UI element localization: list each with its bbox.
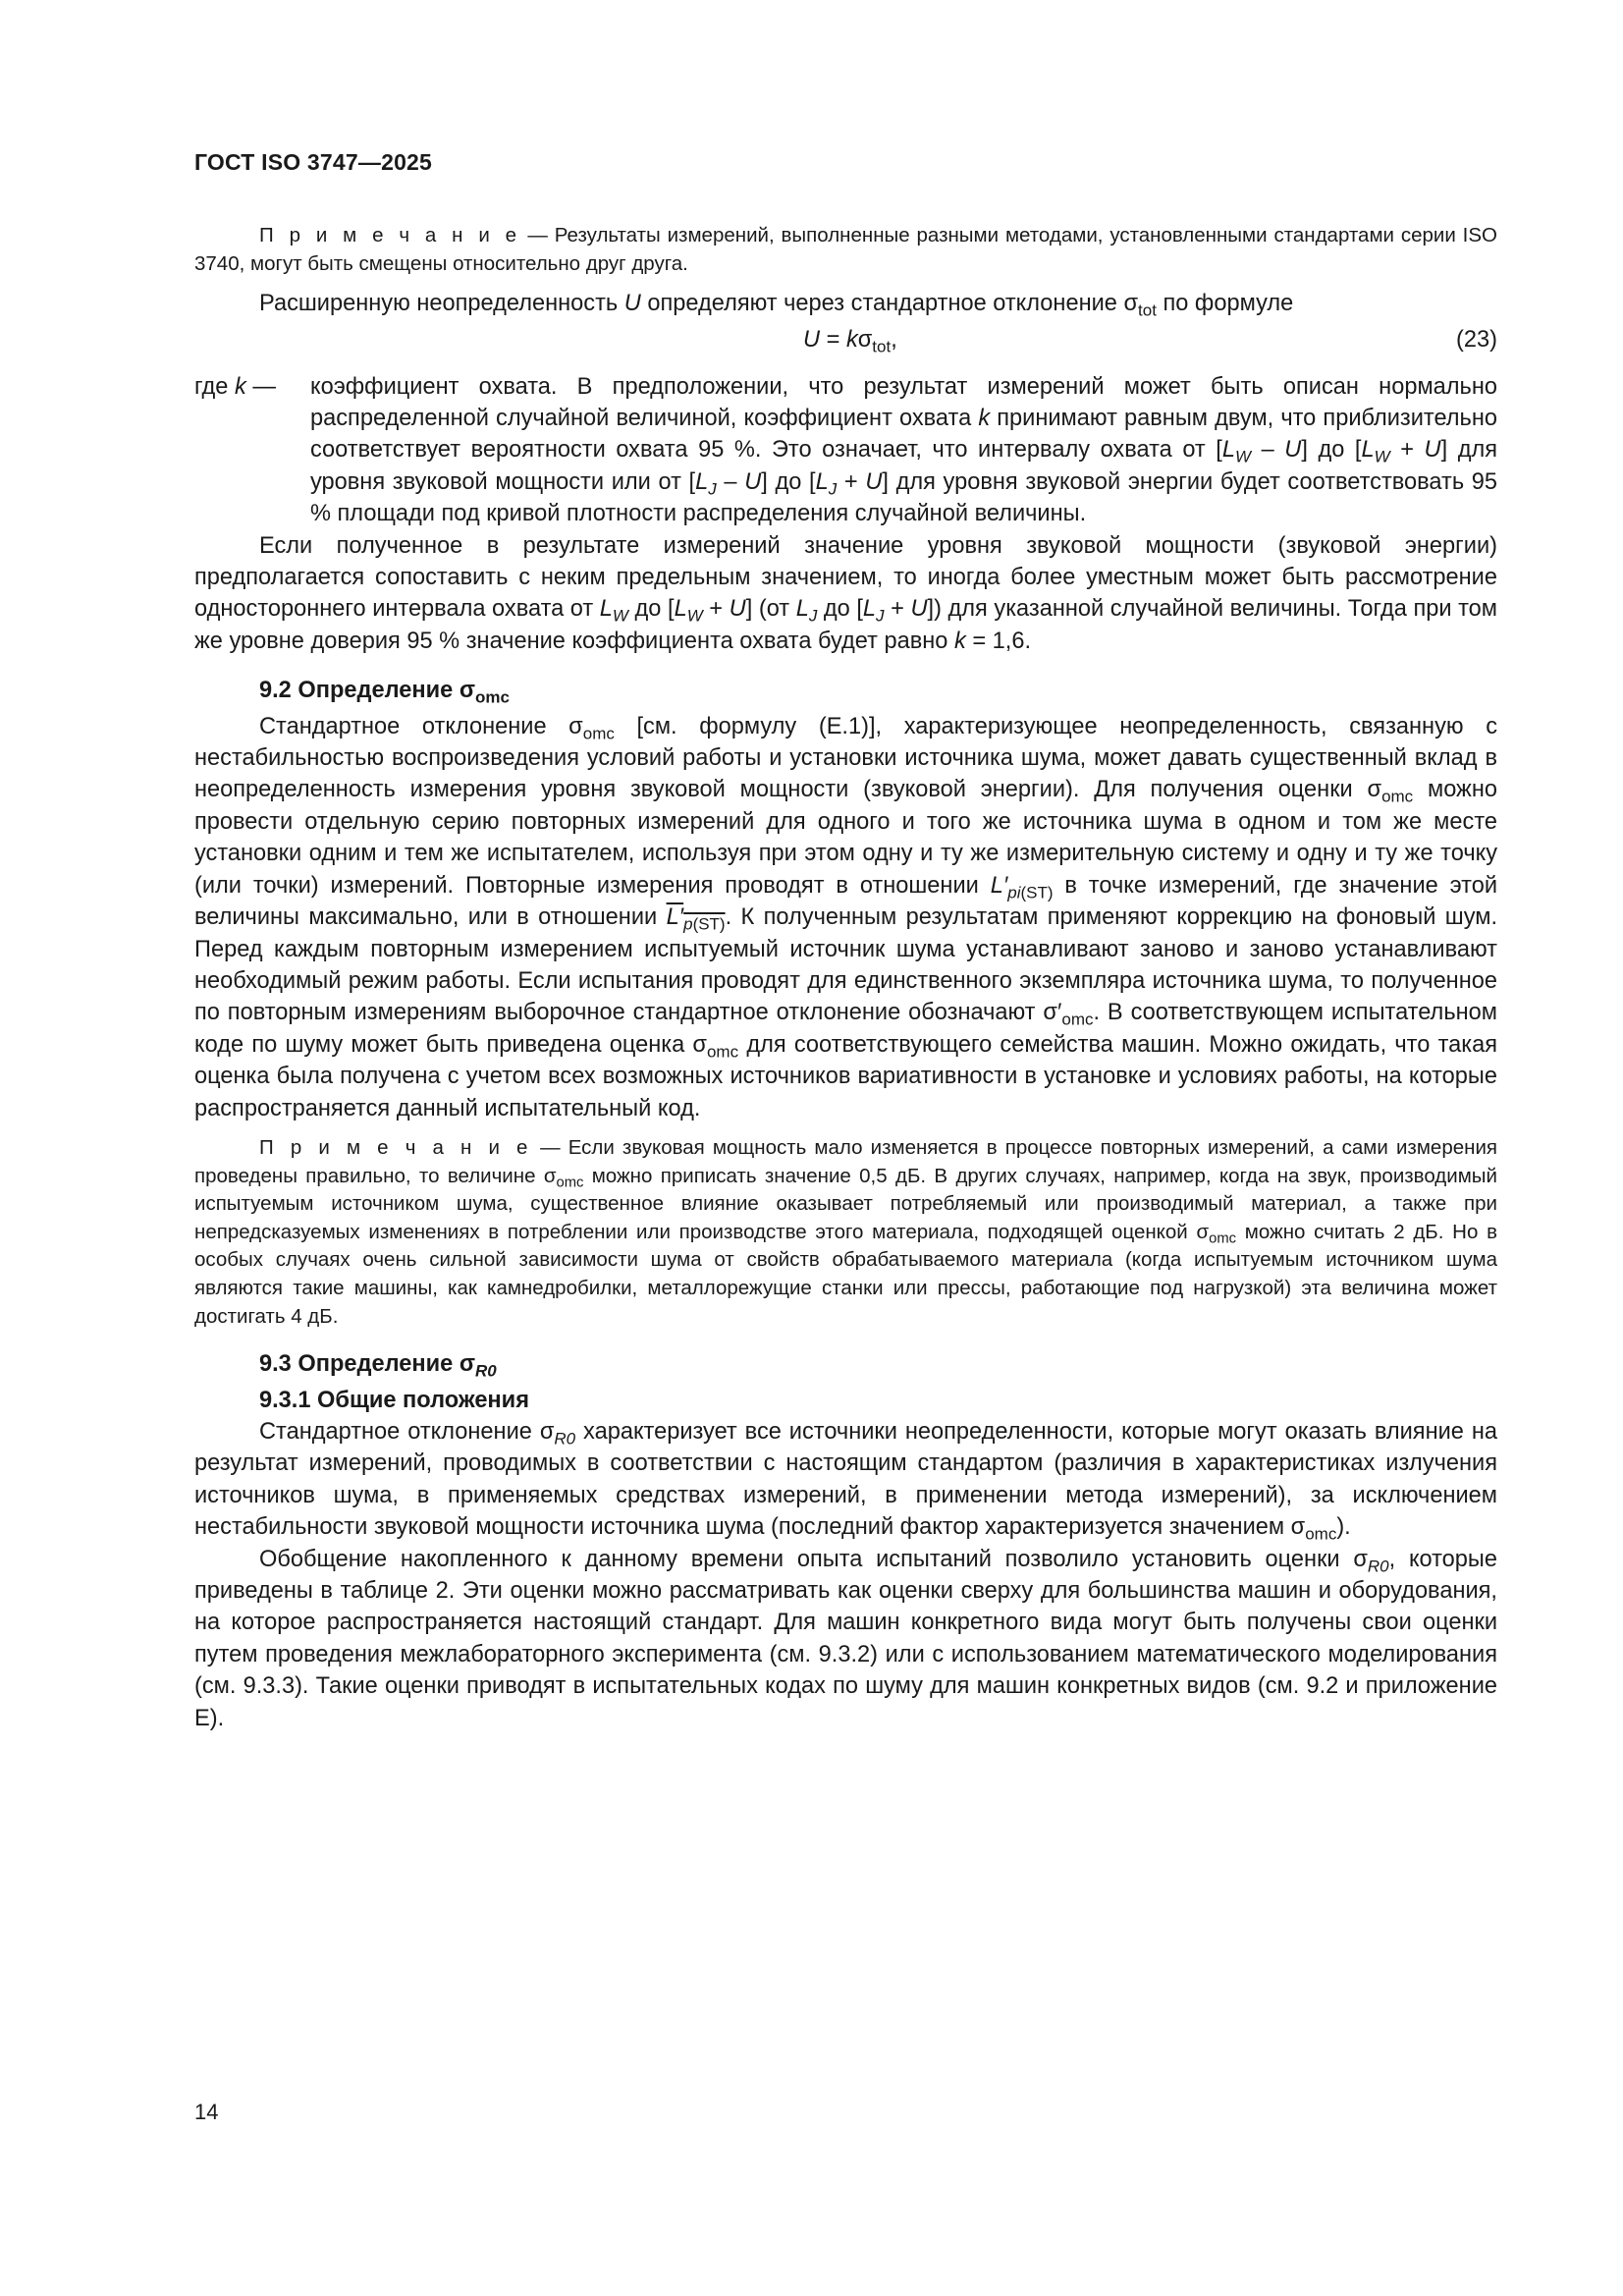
text-run: ] для уровня звуковой мощности или от [ [310,437,1498,495]
subscript: J [828,479,838,499]
symbol-sigma: σ [857,326,873,353]
symbol-U: U [729,596,746,623]
text-run: Обобщение накопленного к данному времени опыта испытаний позволило установить оценки σ [259,1546,1368,1572]
text-run: Стандартное отклонение σ [259,713,583,739]
symbol-L-prime: L′ [666,904,684,931]
symbol-L-prime: L′ [990,872,1008,899]
subscript: tot [1138,301,1157,320]
subscript: omc [1209,1230,1236,1247]
text-run: — Если звуковая мощность мало изменяется в процессе повторных измерений, а сами измерения проведены правильно, то величине σ [194,1135,1497,1187]
paragraph-expanded-uncertainty [194,288,1497,319]
text-run: – [716,468,745,495]
symbol-k: k [235,373,246,400]
dash: — [245,373,276,400]
symbol-L: L [1361,437,1375,464]
symbol-U: U [803,326,821,353]
symbol-k: k [978,406,991,431]
subscript: omc [582,724,615,743]
symbol-U: U [910,596,928,623]
subscript: (ST) [692,914,726,934]
page-content [194,222,1497,1734]
subscript: R0 [554,1429,576,1449]
text-run: + [1389,437,1425,464]
overlined-symbol [666,904,726,934]
note-text: — Результаты измерений, выполненные разными методами, установленными стандартами серии ISO 3740, могут быть смещены относительно друг друга. [194,224,1497,275]
text-run: ] до [ [1301,437,1362,464]
text-run: + [884,596,911,623]
subscript: J [808,606,818,626]
subscript: R0 [474,1361,497,1381]
text-run: можно приписать значение 0,5 дБ. В других случаях, например, когда на звук, производимый испытуемым источником шума, существенное влияние оказывает потребляемый или производимый материал, а также при непредсказуемых изменениях в потреблении или производстве этого материала, подходящей оценкой σ [194,1164,1497,1243]
subscript: omc [474,687,510,707]
formula-23 [194,322,1497,361]
text-run: в точке измерений, где значение этой величины максимально, или в отношении [194,872,1497,931]
text-run: ). [1336,1514,1351,1541]
note-label: П р и м е ч а н и е [259,224,521,246]
subscript: W [686,606,703,626]
formula-number: (23) [1456,326,1497,353]
text-run: ] (от [745,596,796,623]
text-run: Расширенную неопределенность [259,291,624,317]
subscript: J [708,479,717,499]
text-run: до [ [817,596,863,623]
subscript: p [683,914,693,934]
comma: , [891,326,897,353]
text-run: характеризует все источники неопределенности, которые могут оказать влияние на результат измерений, проводимых в соответствии с настоящим стандартом (различия в характеристиках излучения источников шума, в применяемых средствах измерений, в применении метода измерений), за исключением нестабильности звуковой мощности источника шума (последний фактор характеризуется значением σ [194,1418,1497,1541]
equals-sign: = [820,326,846,353]
heading-text: 9.2 Определение σ [259,678,475,704]
text-run: [см. формулу (E.1)], характеризующее неопределенность, связанную с нестабильностью воспроизведения условий работы и установки источника шума, может давать существенный вклад в неопределенность измерения уровня звуковой мощности (звуковой энергии). Для получения оценки σ [194,713,1497,803]
symbol-U: U [623,291,641,317]
symbol-k: k [845,326,858,353]
note-paragraph [194,1134,1497,1331]
symbol-L: L [674,596,687,623]
text-run: ]) для указанной случайной величины. Тогда при том же уровне доверия 95 % значение коэффициента охвата будет равно [194,596,1498,654]
text-run: по формуле [1156,291,1294,317]
text-run: . К полученным результатам применяют коррекцию на фоновый шум. Перед каждым повторным измерением испытуемый источник шума устанавливают заново и заново устанавливают необходимый режим работы. Если испытания проводят для единственного экземпляра источника шума, то полученное по повторным измерениям выборочное стандартное отклонение обозначают σ′ [194,904,1497,1026]
paragraph-9-3-1-a [194,1416,1497,1544]
where-clause [194,371,1497,530]
text-run: можно провести отдельную серию повторных измерений для одного и того же источника шума в одном и том же месте установки одним и тем же испытателем, используя при этом одну и ту же измерительную систему и одну и ту же точку (или точки) измерений. Повторные измерения проводят в отношении [194,777,1497,899]
paragraph-9-3-1-b [194,1544,1497,1734]
section-heading-9-2 [194,675,1497,706]
paragraph-one-sided-interval [194,530,1497,658]
subscript: omc [706,1042,739,1062]
symbol-L: L [695,468,709,495]
text-run: где [194,373,235,400]
subscript: J [876,606,885,626]
heading-text: 9.3 Определение σ [259,1351,475,1378]
subscript: omc [1381,787,1414,806]
where-term [194,371,310,530]
subscript: W [1234,447,1252,466]
text-run: коэффициент охвата. В предположении, что результат измерений может быть описан нормально распределенной случайной величиной, коэффициент охвата [310,373,1497,431]
subscript: tot [872,337,892,356]
note-label: П р и м е ч а н и е [259,1135,532,1159]
text-run: = 1,6. [965,628,1032,654]
text-run: ] для уровня звуковой энергии будет соответствовать 95 % площади под кривой плотности распределения случайной величины. [310,468,1498,527]
symbol-k: k [953,628,966,654]
symbol-L: L [795,596,809,623]
text-run: . В соответствующем испытательном коде по шуму может быть приведена оценка σ [194,1000,1497,1058]
where-definition [310,371,1497,530]
subscript: pi [1007,883,1021,902]
page-number: 14 [194,2100,219,2124]
subscript: W [1374,447,1390,466]
symbol-L: L [815,468,829,495]
subscript: (ST) [1020,883,1054,902]
symbol-U: U [744,468,762,495]
subscript: omc [1061,1010,1094,1029]
subscript: W [612,606,628,626]
formula-expression [803,324,897,355]
text-run: – [1251,437,1285,464]
text-run: Если полученное в результате измерений значение уровня звуковой мощности (звуковой энергии) предполагается сопоставить с неким предельным значением, то иногда более уместным может быть рассмотрение одностороннего интервала охвата от [194,532,1497,623]
text-run: можно считать 2 дБ. Но в особых случаях очень сильной зависимости шума от свойств обрабатываемого материала (когда испытуемым источником шума являются такие машины, как камнедробилки, металлорежущие станки или прессы, работающие под нагрузкой) эта величина может достигать 4 дБ. [194,1220,1498,1328]
symbol-L: L [599,596,613,623]
text-run: для соответствующего семейства машин. Можно ожидать, что такая оценка была получена с учетом всех возможных источников вариативности в установке и условиях работы, на которые распространяется данный испытательный код. [194,1031,1497,1121]
symbol-L: L [1221,437,1235,464]
text-run: принимают равным двум, что приблизительно соответствует вероятности охвата 95 %. Это означает, что интервалу охвата от [ [310,406,1497,464]
symbol-U: U [1284,437,1302,464]
text-run: + [837,468,866,495]
text-run: определяют через стандартное отклонение σ [640,291,1139,317]
symbol-U: U [865,468,883,495]
text-run: Стандартное отклонение σ [259,1418,555,1445]
paragraph-9-2 [194,711,1497,1124]
symbol-L: L [862,596,877,623]
section-heading-9-3-1: 9.3.1 Общие положения [259,1387,529,1413]
symbol-U: U [1424,437,1441,464]
text-run: , которые приведены в таблице 2. Эти оценки можно рассматривать как оценки сверху для большинства машин и оборудования, на которое распространяется настоящий стандарт. Для машин конкретного вида могут быть получены свои оценки путем проведения межлабораторного эксперимента (см. 9.3.2) или с использованием математического моделирования (см. 9.3.3). Такие оценки приводят в испытательных кодах по шуму для машин конкретных видов (см. 9.2 и приложение E). [194,1546,1497,1731]
section-heading-9-3 [194,1348,1497,1380]
note-paragraph [194,222,1497,278]
text-run: + [702,596,730,623]
subscript: R0 [1367,1556,1389,1575]
text-run: ] до [ [761,468,816,495]
document-header: ГОСТ ISO 3747—2025 [194,149,433,175]
subscript: omc [556,1175,584,1191]
subscript: omc [1305,1524,1337,1544]
text-run: до [ [627,596,675,623]
